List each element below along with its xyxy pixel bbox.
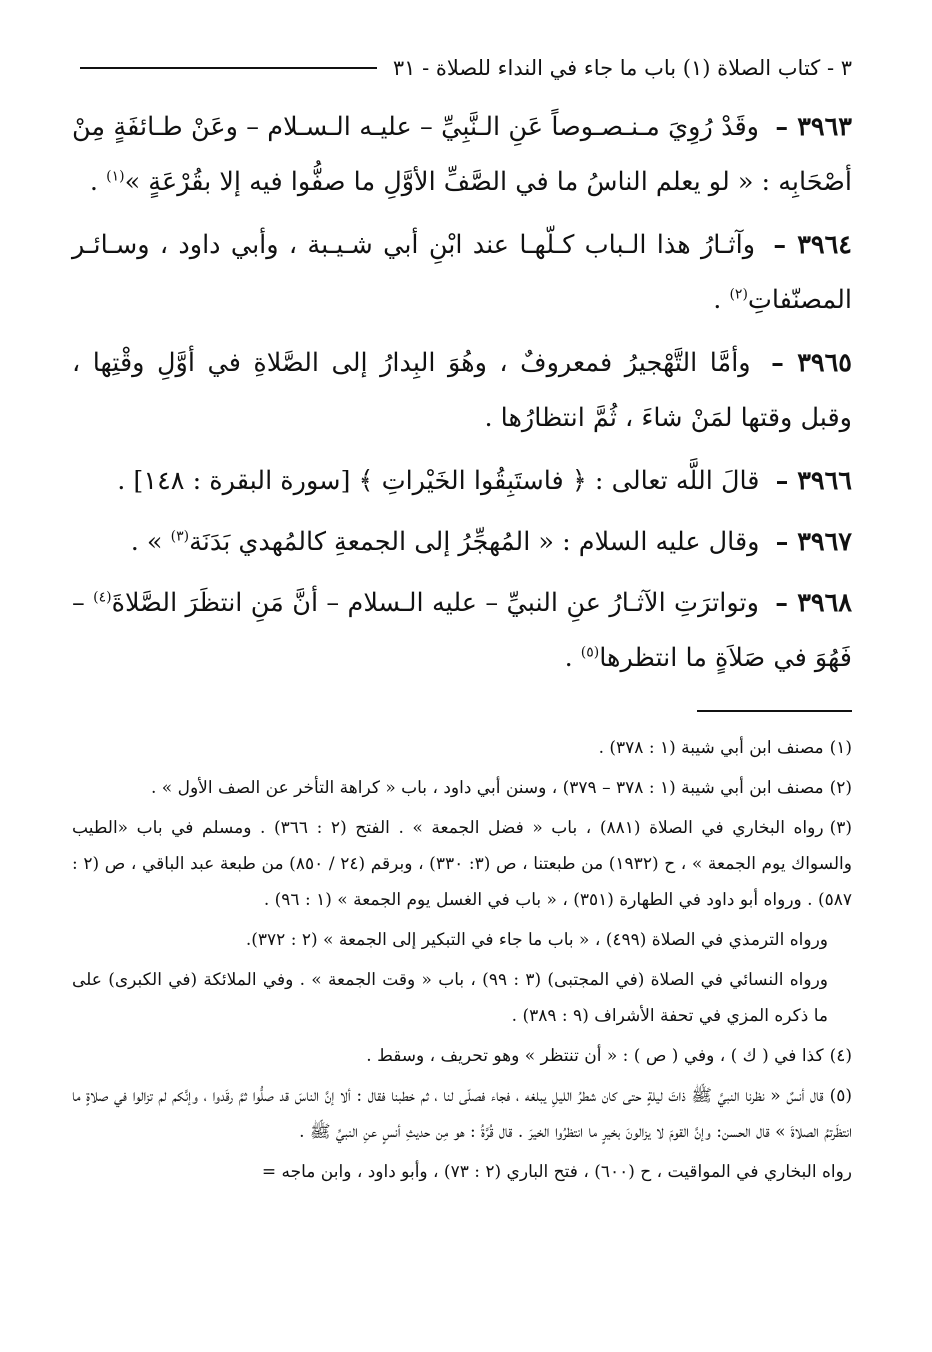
footnote-mark: (٣) <box>829 818 852 838</box>
paragraph-end: . <box>713 285 730 315</box>
footnote-ref[interactable]: (٣) <box>170 528 190 545</box>
paragraph-end: . <box>89 167 107 197</box>
footnote-text: مصنف ابن أبي شيبة (١ : ٣٧٨ – ٣٧٩) ، وسنن أبي داود ، باب « كراهة التأخر عن الصف الأول » . <box>151 778 824 798</box>
paragraph-3964 <box>72 218 852 328</box>
header-rule <box>80 67 377 69</box>
footnote-ref[interactable]: (٢) <box>729 286 748 303</box>
paragraph-text: وقال عليه السلام : « المُهجِّرُ إلى الجمعةِ كالمُهدي بَدَنَة <box>189 527 760 557</box>
footnote-text: كذا في ( ك ) ، وفي ( ص ) : « أن تنتظر » وهو تحريف ، وسقط . <box>366 1046 824 1066</box>
footnote-5 <box>72 1078 852 1150</box>
paragraph-3965 <box>72 336 852 446</box>
paragraph-end: – فَهُوَ في صَلاَةٍ ما انتظرها <box>72 588 852 673</box>
footnote-text: رواه البخاري في الصلاة (٨٨١) ، باب « فضل الجمعة » . الفتح (٢ : ٣٦٦) . ومسلم في باب «الطيب والسواك يوم الجمعة » ، ح (١٩٣٢) من طبعتنا ، ص (٣: ٣٣٠) ، وبرقم (٢٤ / ٨٥٠) من طبعة عبد الباقي ، ص (٢ : ٥٨٧) . ورواه أبو داود في الطهارة (٣٥١) ، « باب في الغسل يوم الجمعة » (١ : ٩٦) . <box>72 818 852 910</box>
footnote-ref[interactable]: (٥) <box>580 644 600 661</box>
paragraph-number: ٣٩٦٨ – <box>775 588 852 618</box>
footnote-mark: (٥) <box>829 1086 852 1106</box>
paragraph-text: وأمَّا التَّهْجيرُ فمعروفٌ ، وهُوَ البِدارُ إلى الصَّلاةِ في أوَّلِ وقْتِها ، وقبل وقتها لمَنْ شاءَ ، ثُمَّ انتظارُها . <box>72 348 852 433</box>
footnote-ref[interactable]: (١) <box>106 168 125 185</box>
paragraph-text: وآثـارُ هذا الـباب كـلّهـا عند ابْنِ أبي شـيـبة ، وأبي داود ، وسـائـر المصنّفاتِ <box>72 230 852 315</box>
paragraph-number: ٣٩٦٧ – <box>775 527 852 557</box>
footnote-3-extra: ورواه النسائي في الصلاة (في المجتبى) (٣ : ٩٩) ، باب « وقت الجمعة » . وفي الملائكة (في الكبرى) على ما ذكره المزي في تحفة الأشراف (٩ : ٣٨٩) . <box>72 970 828 1026</box>
header-title: ٣ - كتاب الصلاة (١) باب ما جاء في النداء للصلاة - ٣١ <box>392 56 852 80</box>
running-header <box>80 48 852 88</box>
footnote-3 <box>72 810 852 918</box>
footnote-mark: (١) <box>829 738 852 758</box>
paragraph-end: . <box>564 643 581 673</box>
footnote-2 <box>72 770 852 806</box>
main-text <box>72 100 852 694</box>
paragraph-text: وتواترَتِ الآثـارُ عنِ النبيِّ – عليه الـسلام – أنَّ مَنِ انتظَرَ الصَّلاةَ <box>111 588 759 618</box>
paragraph-3968 <box>72 576 852 686</box>
paragraph-text: قالَ اللَّه تعالى : ﴿ فاستَبِقُوا الخَيْراتِ ﴾ [سورة البقرة : ١٤٨] . <box>117 466 760 496</box>
footnote-text: قال أنسٌ « نظرنا النبيَّ ﷺ ذاتَ ليلةٍ حتى كان شطرُ الليلِ يبلغه ، فجاء فصلّى لنا ، ثم خطبنا فقال : ألا إنَّ الناسَ قد صلُّوا ثمَّ رقَدوا ، وإنَّكم لم تزالوا في صلاةٍ ما انتظَرتمُ الصلاةَ » قال الحسن: وإنَّ القومَ لا يزالونَ بخيرٍ ما انتظرُوا الخيرَ . قال قُرَّةُ : هو مِن حديثِ أنسٍ عنِ النبيِّ ﷺ . <box>72 1086 852 1142</box>
footnote-mark: (٢) <box>829 778 852 798</box>
footnote-ref[interactable]: (٤) <box>93 589 112 606</box>
footnote-mark: (٤) <box>829 1046 852 1066</box>
footnote-1 <box>72 730 852 766</box>
paragraph-3963 <box>72 100 852 210</box>
paragraph-number: ٣٩٦٥ – <box>771 348 852 378</box>
paragraph-end: » . <box>130 527 171 557</box>
footnotes <box>72 730 852 1194</box>
footnote-5-extra: رواه البخاري في المواقيت ، ح (٦٠٠) ، فتح الباري (٢ : ٧٣) ، وأبو داود ، وابن ماجه = <box>261 1162 852 1182</box>
footnote-separator <box>697 710 852 712</box>
paragraph-number: ٣٩٦٣ – <box>775 112 852 142</box>
paragraph-3967 <box>72 515 852 570</box>
paragraph-number: ٣٩٦٤ – <box>773 230 852 260</box>
paragraph-text: وقَدْ رُوِيَ مـنـصـوصاً عَنِ الـنَّبِيِّ – عليـه الـسـلام – وعَنْ طـائفَةٍ مِنْ أصْحَابِه : « لو يعلم الناسُ ما في الصَّفِّ الأوَّلِ ما صفُّوا فيه إلا بقُرْعَةٍ » <box>72 112 852 197</box>
footnote-text: مصنف ابن أبي شيبة (١ : ٣٧٨) . <box>598 738 824 758</box>
footnote-3-extra: ورواه الترمذي في الصلاة (٤٩٩) ، « باب ما جاء في التبكير إلى الجمعة » (٢ : ٣٧٢). <box>245 930 828 950</box>
footnote-4 <box>72 1038 852 1074</box>
paragraph-3966 <box>72 454 852 509</box>
paragraph-number: ٣٩٦٦ – <box>775 466 852 496</box>
